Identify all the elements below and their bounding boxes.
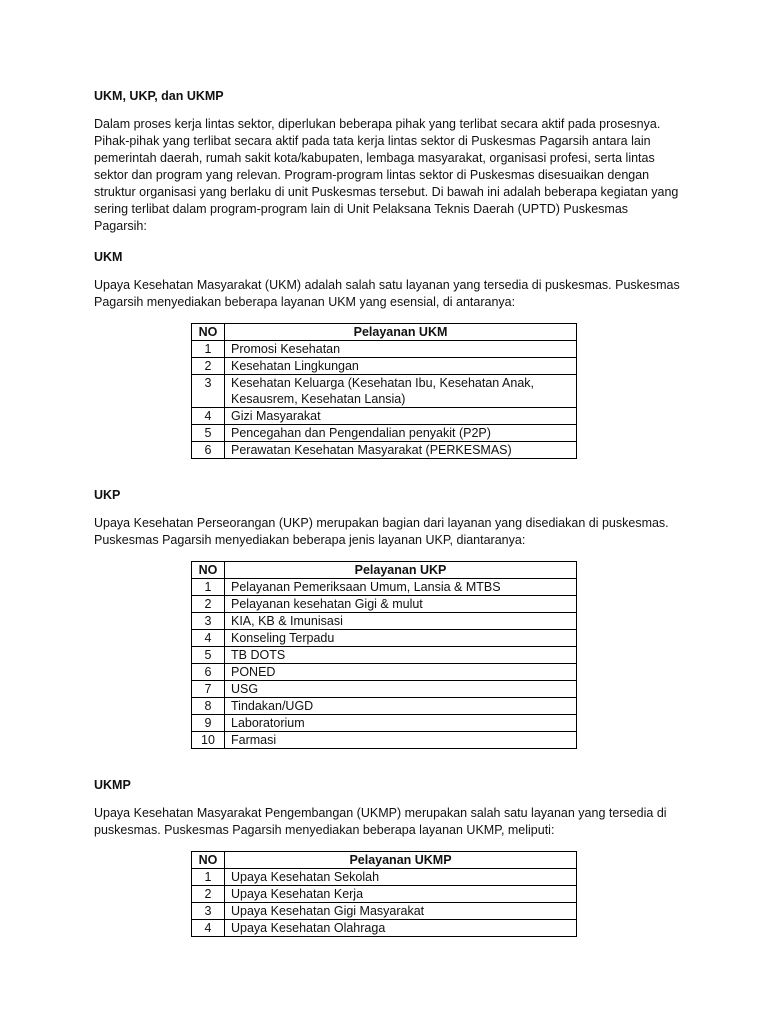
ukm-heading: UKM [94,250,123,264]
row-number: 4 [192,630,225,647]
row-number: 2 [192,596,225,613]
row-number: 6 [192,442,225,459]
row-service: Pelayanan Pemeriksaan Umum, Lansia & MTBS [225,579,577,596]
row-service: Upaya Kesehatan Kerja [225,886,577,903]
table-row [192,596,577,613]
ukm-table [191,323,577,459]
row-number: 3 [192,903,225,920]
row-number: 5 [192,425,225,442]
ukp-description: Upaya Kesehatan Perseorangan (UKP) merupakan bagian dari layanan yang disediakan di puskesmas. Puskesmas Pagarsih menyediakan beberapa jenis layanan UKP, diantaranya: [94,516,669,547]
ukmp-description: Upaya Kesehatan Masyarakat Pengembangan (UKMP) merupakan salah satu layanan yang tersedia di puskesmas. Puskesmas Pagarsih menyediakan beberapa layanan UKMP, meliputi: [94,806,667,837]
ukp-table-header [192,562,577,579]
table-row [192,630,577,647]
ukp-col-service: Pelayanan UKP [225,562,577,579]
table-row [192,869,577,886]
row-service: Upaya Kesehatan Olahraga [225,920,577,937]
table-row [192,358,577,375]
row-number: 10 [192,732,225,749]
ukmp-table-header [192,852,577,869]
row-number: 6 [192,664,225,681]
row-service: Pelayanan kesehatan Gigi & mulut [225,596,577,613]
row-service: Konseling Terpadu [225,630,577,647]
row-service: Upaya Kesehatan Sekolah [225,869,577,886]
ukmp-col-no: NO [192,852,225,869]
intro-paragraph: Dalam proses kerja lintas sektor, diperlukan beberapa pihak yang terlibat secara aktif pada prosesnya. Pihak-pihak yang terlibat secara aktif pada tata kerja lintas sektor di Puskesmas Pagarsih antara lain pemerintah daerah, rumah sakit kota/kabupaten, lembaga masyarakat, organisasi profesi, serta lintas sektor dan program yang relevan. Program-program lintas sektor di Puskesmas disesuaikan dengan struktur organisasi yang berlaku di unit Puskesmas tersebut. Di bawah ini adalah beberapa kegiatan yang sering terlibat dalam program-program lain di Unit Pelaksana Teknis Daerah (UPTD) Puskesmas Pagarsih: [94,117,679,233]
row-service: Pencegahan dan Pengendalian penyakit (P2P) [225,425,577,442]
row-service: USG [225,681,577,698]
row-service: KIA, KB & Imunisasi [225,613,577,630]
document-title: UKM, UKP, dan UKMP [94,89,224,103]
ukmp-heading: UKMP [94,778,131,792]
table-row [192,698,577,715]
row-number: 1 [192,869,225,886]
ukm-table-header [192,324,577,341]
row-service: Promosi Kesehatan [225,341,577,358]
row-number: 2 [192,358,225,375]
ukm-description: Upaya Kesehatan Masyarakat (UKM) adalah salah satu layanan yang tersedia di puskesmas. Puskesmas Pagarsih menyediakan beberapa layanan UKM yang esensial, di antaranya: [94,278,680,309]
document-page [94,88,684,937]
row-service: Gizi Masyarakat [225,408,577,425]
ukm-col-no: NO [192,324,225,341]
ukp-heading: UKP [94,488,121,502]
ukp-table [191,561,577,749]
table-row [192,681,577,698]
row-number: 4 [192,408,225,425]
row-number: 5 [192,647,225,664]
row-number: 7 [192,681,225,698]
table-row [192,732,577,749]
table-row [192,647,577,664]
row-number: 4 [192,920,225,937]
ukmp-col-service: Pelayanan UKMP [225,852,577,869]
table-row [192,715,577,732]
row-service: Kesehatan Lingkungan [225,358,577,375]
ukmp-table-body [192,869,577,937]
table-row [192,375,577,408]
row-number: 9 [192,715,225,732]
row-number: 1 [192,341,225,358]
row-number: 1 [192,579,225,596]
row-service: Upaya Kesehatan Gigi Masyarakat [225,903,577,920]
table-row [192,341,577,358]
row-service: Tindakan/UGD [225,698,577,715]
row-service: Perawatan Kesehatan Masyarakat (PERKESMAS) [225,442,577,459]
row-service: Farmasi [225,732,577,749]
row-service: TB DOTS [225,647,577,664]
row-service: Kesehatan Keluarga (Kesehatan Ibu, Kesehatan Anak, Kesausrem, Kesehatan Lansia) [225,375,577,408]
ukp-table-body [192,579,577,749]
table-row [192,613,577,630]
table-row [192,579,577,596]
table-row [192,664,577,681]
row-number: 3 [192,375,225,408]
ukmp-table [191,851,577,937]
table-row [192,920,577,937]
table-row [192,408,577,425]
row-number: 8 [192,698,225,715]
ukm-table-body [192,341,577,459]
row-service: Laboratorium [225,715,577,732]
table-row [192,425,577,442]
table-row [192,886,577,903]
row-number: 3 [192,613,225,630]
ukp-col-no: NO [192,562,225,579]
table-row [192,903,577,920]
ukm-col-service: Pelayanan UKM [225,324,577,341]
table-row [192,442,577,459]
row-number: 2 [192,886,225,903]
row-service: PONED [225,664,577,681]
